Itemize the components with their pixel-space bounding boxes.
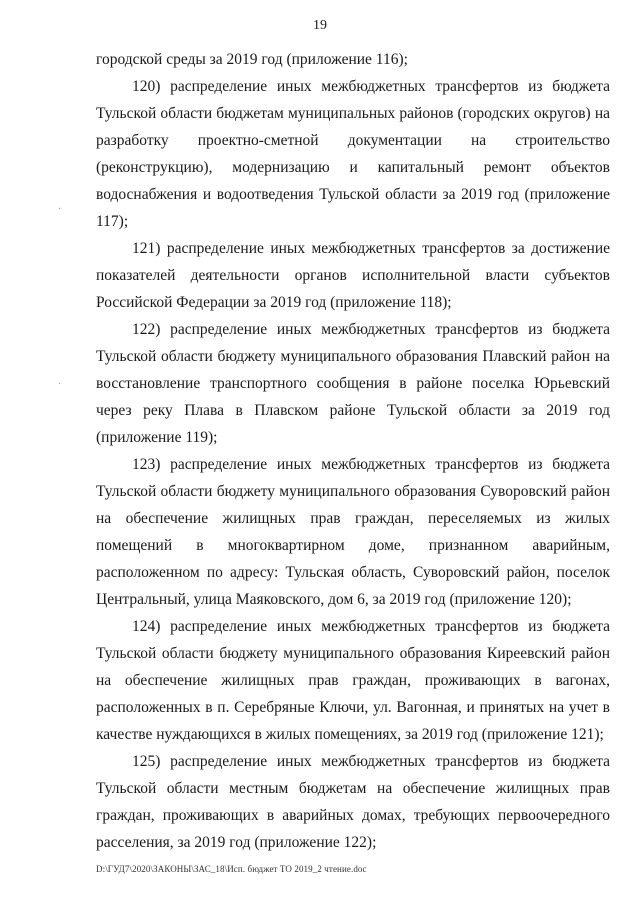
paragraph-item-123: 123) распределение иных межбюджетных трансфертов из бюджета Тульской области бюджету муниципального образования Суворовский район на обеспечение жилищных прав граждан, переселяемых из жилых помещений в многоквартирном доме, признанном аварийным, расположенном по адресу: Тульская область, Суворовский район, поселок Центральный, улица Маяковского, дом 6, за 2019 год (приложение 120); — [96, 456, 610, 608]
page-number: 19 — [313, 18, 327, 33]
paragraph-item-120: 120) распределение иных межбюджетных трансфертов из бюджета Тульской области бюджетам муниципальных районов (городских округов) на разработку проектно-сметной документации на строительство (реконструкцию), модернизацию и капитальный ремонт объектов водоснабжения и водоотведения Тульской области за 2019 год (приложение 117); — [96, 78, 610, 230]
paragraph-item-122: 122) распределение иных межбюджетных трансфертов из бюджета Тульской области бюджету муниципального образования Плавский район на восстановление транспортного сообщения в районе поселка Юрьевский через реку Плава в Плавском районе Тульской области за 2019 год (приложение 119); — [96, 321, 610, 446]
scan-margin-mark: · — [58, 204, 62, 215]
file-path-footer: D:\ГУД7\2020\ЗАКОНЫ\ЗАС_18\Исп. бюджет ТО 2019_2 чтение.doc — [96, 864, 367, 874]
paragraph-item-124: 124) распределение иных межбюджетных трансфертов из бюджета Тульской области бюджету муниципального образования Киреевский район на обеспечение жилищных прав граждан, проживающих в вагонах, расположенных в п. Серебряные Ключи, ул. Вагонная, и принятых на учет в качестве нуждающихся в жилых помещениях, за 2019 год (приложение 121); — [96, 618, 610, 743]
paragraph-continuation: городской среды за 2019 год (приложение 116); — [96, 51, 408, 68]
paragraph-item-121: 121) распределение иных межбюджетных трансфертов за достижение показателей деятельности органов исполнительной власти субъектов Российской Федерации за 2019 год (приложение 118); — [96, 240, 610, 311]
document-body — [96, 46, 610, 856]
scan-margin-mark: · — [58, 379, 62, 390]
paragraph-item-125: 125) распределение иных межбюджетных трансфертов из бюджета Тульской области местным бюджетам на обеспечение жилищных прав граждан, проживающих в аварийных домах, требующих первоочередного расселения, за 2019 год (приложение 122); — [96, 753, 610, 851]
